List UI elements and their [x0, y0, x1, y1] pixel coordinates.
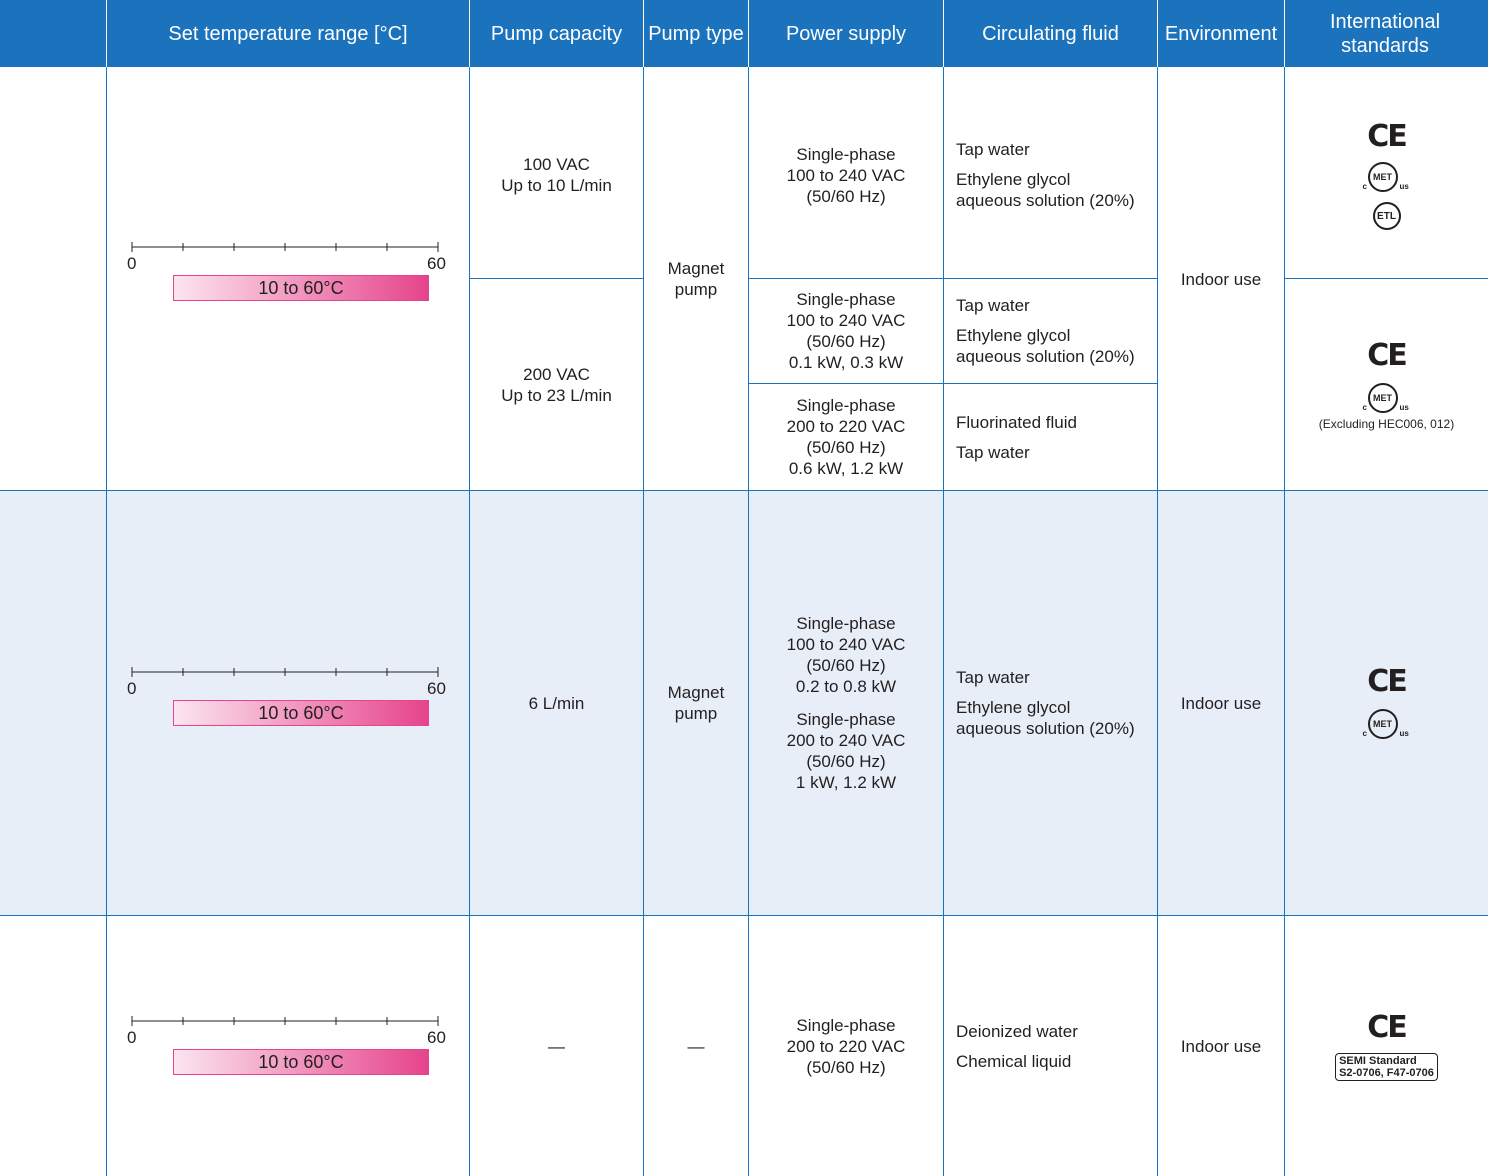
ce-mark-icon: CE — [1367, 1010, 1406, 1045]
scale-max-label: 60 — [427, 1028, 446, 1047]
cell-line: 200 to 240 VAC — [786, 731, 906, 750]
ce-mark-icon: CE — [1367, 119, 1406, 154]
badge-line: S2-0706, F47-0706 — [1339, 1067, 1434, 1079]
header-cell-pump-capacity: Pump capacity — [490, 22, 623, 45]
badge-line: SEMI Standard — [1339, 1055, 1417, 1067]
cell-line: — — [548, 1036, 565, 1056]
power-supply-cell — [749, 916, 943, 1176]
environment-cell — [1158, 491, 1284, 915]
cell-line: pump — [674, 704, 718, 723]
standards-note: (Excluding HEC006, 012) — [1318, 417, 1455, 431]
scale-min-label: 0 — [127, 1028, 137, 1047]
header-cell-circulating-fluid: Circulating fluid — [982, 22, 1119, 45]
pump-capacity-cell — [470, 130, 643, 220]
cell-line: Single-phase — [796, 710, 896, 729]
met-text: MET — [1368, 709, 1398, 739]
met-us: us — [1399, 182, 1409, 191]
cell-line: (50/60 Hz) — [806, 656, 886, 675]
cell-line: Single-phase — [796, 144, 896, 164]
circulating-fluid-cell — [944, 916, 1157, 1176]
circulating-fluid-cell — [944, 125, 1157, 225]
cell-line: Fluorinated fluid — [956, 412, 1077, 432]
cell-line: Ethylene glycol — [956, 698, 1071, 717]
standards-cell — [1285, 100, 1488, 250]
ce-mark-icon: CE — [1367, 664, 1406, 699]
temperature-scale — [122, 240, 462, 310]
scale-min-label: 0 — [127, 254, 137, 273]
ce-mark-icon: CE — [1367, 338, 1406, 373]
met-text: MET — [1368, 383, 1398, 413]
cell-line: 100 VAC — [523, 155, 590, 174]
cell-line: aqueous solution (20%) — [956, 719, 1135, 738]
met-c: c — [1362, 182, 1367, 191]
cell-line: Tap water — [956, 668, 1030, 687]
temperature-range-label: 10 to 60°C — [258, 1051, 344, 1072]
cell-line: 100 to 240 VAC — [786, 165, 906, 185]
etl-mark-icon: ETL — [1373, 202, 1401, 230]
temperature-range-bar — [173, 700, 429, 726]
circulating-fluid-cell — [944, 384, 1157, 490]
cell-line: Chemical liquid — [956, 1051, 1072, 1071]
power-supply-cell — [749, 130, 943, 220]
standards-cell — [1285, 916, 1488, 1176]
cell-line: 100 to 240 VAC — [786, 635, 906, 654]
header-cell-power-supply: Power supply — [785, 22, 907, 45]
temperature-scale — [122, 665, 462, 735]
cell-line: 100 to 240 VAC — [786, 311, 906, 330]
met-us: us — [1399, 729, 1409, 738]
cell-line: Tap water — [956, 140, 1030, 159]
scale-min-label: 0 — [127, 679, 137, 698]
circulating-fluid-cell — [944, 279, 1157, 383]
cell-line: Magnet — [667, 683, 725, 702]
header-cell-environment: Environment — [1164, 22, 1278, 45]
cell-line: Indoor use — [1180, 1036, 1262, 1056]
standards-cell — [1285, 320, 1488, 450]
pump-type-cell — [644, 68, 748, 490]
temperature-range-label: 10 to 60°C — [258, 702, 344, 723]
temperature-scale — [122, 1014, 462, 1084]
header-cell-pump-type: Pump type — [648, 22, 744, 45]
met-us: us — [1399, 403, 1409, 412]
semi-standard-badge-icon — [1335, 1053, 1438, 1081]
cell-line: aqueous solution (20%) — [956, 191, 1135, 210]
cell-line: 0.6 kW, 1.2 kW — [788, 459, 904, 478]
cell-line: 6 L/min — [528, 693, 585, 713]
met-mark-icon — [1355, 381, 1419, 415]
cell-line: Ethylene glycol — [956, 326, 1071, 345]
circulating-fluid-cell — [944, 491, 1157, 915]
met-mark-icon — [1355, 160, 1419, 194]
temperature-range-bar — [173, 1049, 429, 1075]
pump-type-cell — [644, 916, 748, 1176]
power-supply-cell — [749, 491, 943, 915]
scale-axis — [122, 665, 462, 679]
cell-line: (50/60 Hz) — [806, 752, 886, 771]
cell-line: 1 kW, 1.2 kW — [795, 773, 897, 792]
cell-line: Magnet — [667, 259, 725, 278]
cell-line: aqueous solution (20%) — [956, 347, 1135, 366]
header-cell-temperature: Set temperature range [°C] — [168, 22, 408, 45]
pump-capacity-cell — [470, 340, 643, 430]
header-cell-model — [0, 0, 106, 67]
cell-line: Up to 10 L/min — [501, 176, 612, 195]
cell-line: (50/60 Hz) — [806, 332, 886, 351]
temperature-range-bar — [173, 275, 429, 301]
cell-line: (50/60 Hz) — [806, 438, 886, 457]
cell-line: Tap water — [956, 296, 1030, 315]
cell-line: Deionized water — [956, 1021, 1078, 1041]
met-c: c — [1362, 729, 1367, 738]
cell-line: 200 to 220 VAC — [786, 1036, 906, 1056]
temperature-range-label: 10 to 60°C — [258, 277, 344, 298]
cell-line: (50/60 Hz) — [806, 1057, 886, 1077]
cell-line: — — [687, 1036, 705, 1056]
scale-max-label: 60 — [427, 679, 446, 698]
cell-line: 200 to 220 VAC — [786, 417, 906, 436]
cell-line: Single-phase — [796, 614, 896, 633]
cell-line: Ethylene glycol — [956, 170, 1071, 189]
pump-capacity-cell — [470, 491, 643, 915]
power-supply-cell — [749, 279, 943, 383]
cell-line: Single-phase — [796, 1015, 896, 1035]
pump-type-cell — [644, 491, 748, 915]
standards-cell — [1285, 491, 1488, 915]
cell-line: 200 VAC — [523, 365, 590, 384]
cell-line: Up to 23 L/min — [501, 386, 612, 405]
met-text: MET — [1368, 162, 1398, 192]
cell-line: Indoor use — [1180, 269, 1262, 289]
cell-line: Indoor use — [1180, 693, 1262, 713]
environment-cell — [1158, 916, 1284, 1176]
cell-line: pump — [674, 280, 718, 299]
scale-axis — [122, 240, 462, 254]
cell-line: Single-phase — [796, 290, 896, 309]
scale-max-label: 60 — [427, 254, 446, 273]
environment-cell — [1158, 68, 1284, 490]
met-c: c — [1362, 403, 1367, 412]
cell-line: (50/60 Hz) — [806, 186, 886, 206]
table-header — [0, 0, 1488, 67]
cell-line: Single-phase — [796, 396, 896, 415]
pump-capacity-cell — [470, 916, 643, 1176]
met-mark-icon — [1355, 707, 1419, 741]
cell-line: 0.2 to 0.8 kW — [795, 677, 897, 696]
cell-line: Tap water — [956, 442, 1030, 462]
power-supply-cell — [749, 384, 943, 490]
scale-axis — [122, 1014, 462, 1028]
cell-line: 0.1 kW, 0.3 kW — [788, 353, 904, 372]
header-cell-international-standards: International standards — [1329, 10, 1441, 57]
